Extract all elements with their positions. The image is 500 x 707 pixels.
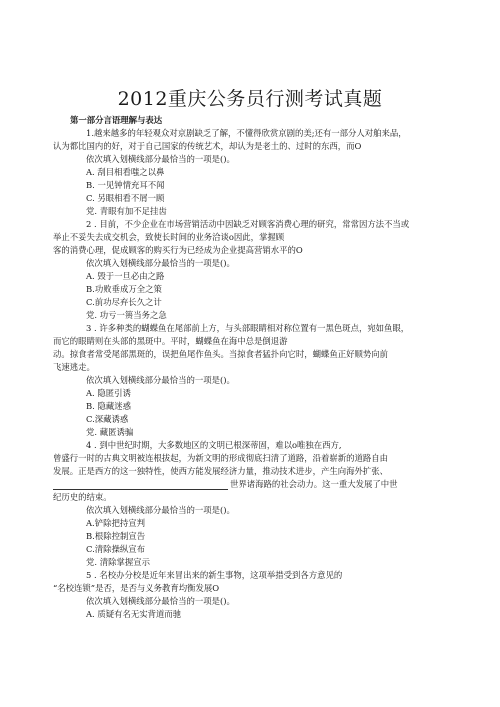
option-c: C. 另眼相看不屑一顾 [86,193,165,203]
option-a: A.铲除把持宣判 [86,518,145,528]
text-line: 依次填入划横线部分最恰当的一项是()。 [86,596,235,606]
text-line: 认为都比国内的好，对于自己国家的传统艺术，却认为是老土的、过时的东西，而O [53,141,362,151]
option-b: B.功败垂成万全之策 [86,284,162,294]
fill-blank-line [53,489,228,490]
option-b: B. 隐藏迷惑 [86,401,131,411]
text-line: 飞速逃走。 [53,362,95,372]
text-line: 依次填入划横线部分最恰当的一项是()。 [86,154,235,164]
option-a: A. 毁于一旦必由之路 [86,271,165,281]
text-line: 依次填入划横线部分最恰当的一项是()。 [86,375,235,385]
text-line: 2 . 目前，不少企业在市场营销活动中因缺乏对顾客消费心理的研究，常常因方法不当或 [86,219,410,229]
option-b: B. 一见钟情充耳不闻 [86,180,165,190]
option-b: B.根除控制宣告 [86,531,146,541]
text-line: 世界诸海路的社会动力。这一重大发展了中世 [230,479,398,489]
text-line: 1.越来越多的年轻观众对京剧缺乏了解，不懂得欣赏京剧的美;还有一部分人对舶来品， [86,128,407,138]
option-d: 党. 清除掌握宣示 [86,557,150,567]
text-line: 5 . 名校办分校是近年来冒出来的新生事物，这项举措受到各方意见的 [86,570,343,580]
text-line: 动。掠食者常受尾部黑斑的，误把鱼尾作鱼头。当掠食者猛扑向它时，蝴蝶鱼正好顺势向前 [53,349,388,359]
text-line: “名校连锁”是否，是否与义务教育均衡发展O [53,583,220,593]
text-line: 纪历史的结束。 [53,492,112,502]
text-line: 依次填入划横线部分最恰当的一项是()。 [86,258,235,268]
option-c: C.清除操纵宣布 [86,544,146,554]
option-d: 党. 青眼有加不足挂齿 [86,206,167,216]
option-a: A. 隐匿引诱 [86,388,131,398]
option-d: 党. 藏匿诱骗 [86,427,134,437]
document-title: 2012重庆公务员行测考试真题 [117,88,383,110]
option-c: C.前功尽弃长久之计 [86,297,162,307]
text-line: 而它的眼睛则在头部的黑斑中。平时，蝴蝶鱼在海中总是倒退游 [53,336,288,346]
option-a: A. 质疑有名无实背道而驰 [86,609,182,619]
text-line: 曾盛行一时的古典文明被连根拔起，为新文明的形成彻底扫清了道路，沿着崭新的道路自由 [53,453,388,463]
option-a: A. 刮目相看嗤之以鼻 [86,167,165,177]
option-d: 党. 功亏一篑当务之急 [86,310,167,320]
text-line: 依次填入划横线部分最恰当的一项是()。 [86,505,235,515]
text-line: 举止不妥失去成交机会，致使长时间的业务洽谈o因此，掌握顾 [53,232,285,242]
section-heading: 第一部分言语理解与表达 [70,115,163,125]
text-line: 3 . 许多种类的蝴蝶鱼在尾部前上方，与头部眼睛相对称位置有一黑色斑点，宛如鱼眼， [86,323,410,333]
text-line: 客的消费心理，促成顾客的购买行为已经成为企业提高营销水平的O [53,245,303,255]
text-line: 发展。正是西方的这一独特性，使西方能发展经济力量，推动技术进步，产生向海外扩张、 [53,466,388,476]
text-line: 4 . 到中世纪时期，大多数地区的文明已根深蒂固，难以o唯独在西方, [86,440,342,450]
option-c: C.深藏诱惑 [86,414,129,424]
